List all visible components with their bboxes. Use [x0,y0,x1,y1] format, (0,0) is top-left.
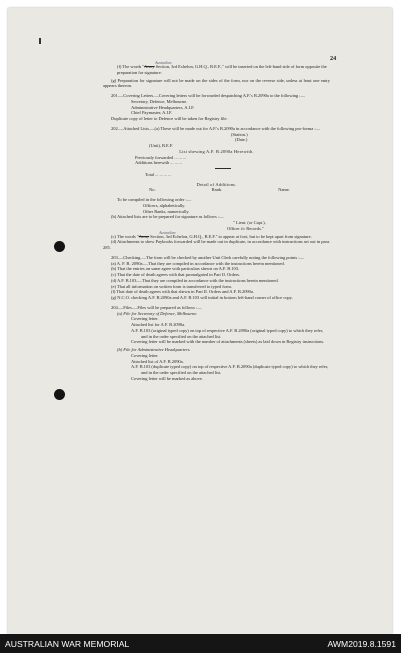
station-label: (Station.) [231,131,248,137]
archive-id: AWM2019.8.1591 [327,638,396,649]
duplicate-note: Duplicate copy of letter to Defence will be taken for Registry file. [111,116,228,121]
check-item: (e) That all information on written form is transferred to typed form. [111,283,232,289]
check-item: (g) N.C.O. checking A.F. B.2090a and A.F. B.103 will initial in bottom left-hand corner of office copy. [111,295,293,300]
page-number: 24 [330,55,337,62]
para-202: 202.—Attached Lists.—(a) These will be made out for A.F.'s B.2090a in accordance with the following pro-forma :— [111,125,321,131]
list-item: Chief Paymaster, A.I.F. [131,110,173,116]
column-header: Name. [278,187,290,193]
para-b: (b) Attached lists are to be prepared for signature as follows :— [111,214,224,220]
check-item: (a) A. F. B. 2090a.—That they are compiled in accordance with the instructions herein mentioned. [111,260,285,266]
file-item: Attached list of A.F. B.2090a. [131,358,184,364]
punch-hole [54,241,65,252]
punch-hole [54,389,65,400]
file-item: A.F. B.103 (original typed copy) on top of respective A.F. B.2090a (original typed copy) to which they refer, and in the order specified on the attached list. [131,327,324,339]
order-item: Other Ranks, numerically. [143,208,190,214]
para-c: Australian (c) The words "Army Section, 3rd Echelon, G.H.Q., B.E.F." to appear at foot, but to be kept apart from signature. [111,229,312,239]
handwritten-annotation: Australian [155,60,172,65]
signature-officer: Officer i/c Records." [227,225,264,231]
para-f: Australian (f) The words "Army Section, 3rd Echelon, G.H.Q., B.E.F.," will be inserted on the left-hand side of form opposite the preparation for signature. [117,60,327,75]
para-d: (d) Attachments to shew Paybooks forwarded will be made out in duplicate, in accordance with instructions set out in para. 285. [103,239,330,250]
file-item: Covering letter will be marked with the number of attachments (sheets) as laid down in Registry instructions. [131,339,325,345]
ink-speck [39,38,41,44]
archive-footer [0,634,401,653]
file-a-heading: (a) File for Secretary of Defence, Melbourne. [117,310,198,316]
total-line: Total ... ... ... ... [145,171,172,177]
date-label: (Date.) [235,137,248,143]
check-item: (b) That the entries on same agree with particulars shewn on A.F. B.103. [111,266,240,272]
additions-herewith: Additions herewith ... ... ... [135,160,183,166]
file-item: A.F. B.103 (duplicate typed copy) on top of respective A.F. B.2090a (duplicate typed copy) to which they refer, and in the order specified on the attached list. [131,364,329,375]
para-204: 204.—Files.—Files will be prepared as follows :— [111,304,202,310]
file-item: Covering letter. [131,316,159,322]
order-item: Officers, alphabetically. [143,202,186,208]
file-item: Attached list for A.F. B.2090a. [131,322,186,327]
file-b-heading: (b) File for Administrative Headquarters. [117,347,191,352]
unit-label: (Unit), B.E.F. [149,143,174,148]
archive-name: AUSTRALIAN WAR MEMORIAL [5,638,130,649]
detail-heading: Detail of Additions. [196,181,237,187]
list-item: Administrative Headquarters, A.I.F. [131,104,195,110]
column-header: No. [149,187,156,193]
previously-forwarded: Previously forwarded ... ... ... [135,154,187,160]
para-g: (g) Preparation for signature will not be made on the sides of the form, nor on the reverse side, unless at least one entry appears thereon. [103,77,330,89]
list-item: Secretary, Defence, Melbourne. [131,98,188,104]
check-item: (d) A.F. B.103.—That they are compiled in accordance with the instructions herein mentioned. [111,277,279,283]
file-item: Covering letter. [131,352,159,358]
para-201: 201.—Covering Letters.—Covering letters will be forwarded despatching A.F.'s B.2090a to the following :— [111,93,305,98]
handwritten-annotation: Australian [159,229,176,235]
column-header: Rank. [211,187,223,193]
list-title: List shewing A.F. B.2090a Herewith. [179,148,254,154]
file-item: Covering letter will be marked as above. [131,375,203,381]
check-item: (f) That date of death agrees with that shewn in Part II. Orders and A.F. B.2090a. [111,289,254,295]
para-203: 203.—Checking.—The form will be checked by another Unit Clerk carefully noting the following points :— [111,254,304,260]
total-rule [215,168,231,169]
signature-lieut: " Lieut. (or Capt.), [233,220,266,225]
check-item: (c) That the date of death agrees with that promulgated in Part II. Orders. [111,272,241,277]
order-intro: To be compiled in the following order :— [117,197,192,202]
recipient-list [103,99,330,116]
document-body [103,60,330,382]
